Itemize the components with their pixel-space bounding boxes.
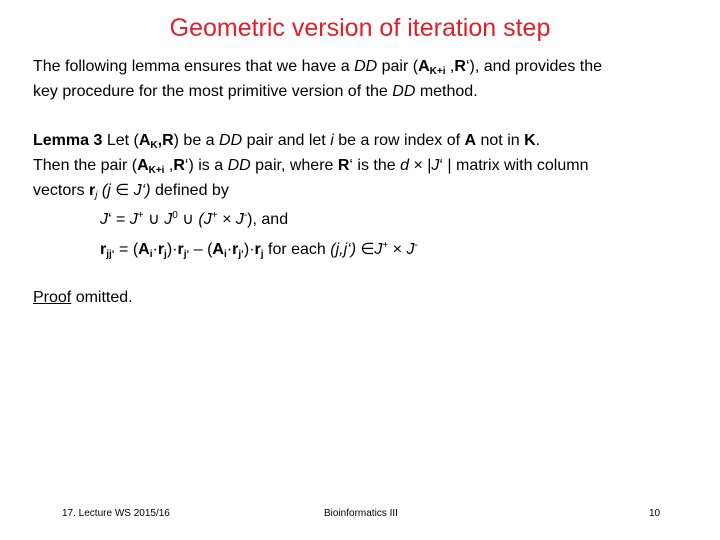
intro-text: key procedure for the most primitive version of the — [33, 83, 393, 100]
row-index: i — [330, 132, 334, 149]
lemma-text: · — [152, 241, 158, 258]
intro-dd: DD — [392, 83, 416, 100]
sup-minus: - — [243, 210, 248, 221]
matrix-r: R — [162, 132, 174, 149]
intro-text: The following lemma ensures that we have a — [33, 58, 355, 75]
dimension-d: d — [400, 157, 410, 174]
lemma-text: ∪ ( — [177, 211, 204, 228]
lemma-text: ∈ — [356, 241, 375, 258]
lemma-text: ‘ is the — [349, 157, 401, 174]
lemma-text: for each — [263, 241, 331, 258]
vector-r-sub: j — [95, 190, 98, 201]
intro-dd: DD — [354, 58, 378, 75]
lemma-text: · — [226, 241, 233, 258]
set-k: K — [524, 132, 536, 149]
matrix-r: R — [337, 157, 350, 174]
lemma-dd: DD — [227, 157, 251, 174]
sup-plus: + — [211, 210, 218, 221]
lemma-text: )· — [243, 241, 255, 258]
matrix-a-sub: i — [223, 249, 227, 260]
intro-text: pair ( — [377, 58, 419, 75]
set-j: J — [203, 211, 212, 228]
sup-plus: + — [137, 210, 144, 221]
lemma-text: . — [535, 132, 541, 149]
lemma-text: = ( — [114, 241, 139, 258]
lemma-text: ), and — [247, 211, 289, 228]
lemma-text: × — [388, 241, 407, 258]
lemma-text: , — [157, 132, 163, 149]
matrix-a: A — [418, 58, 430, 75]
proof-label: Proof — [33, 289, 72, 306]
sup-zero: 0 — [172, 210, 178, 221]
lemma-text: ‘ | matrix with column — [439, 157, 589, 174]
lemma-heading: Lemma 3 — [33, 132, 103, 149]
matrix-a-sub: K+i — [148, 165, 165, 176]
set-j: J — [100, 211, 108, 228]
lemma-text: ‘) is a — [184, 157, 228, 174]
intro-line-2 — [33, 82, 478, 102]
matrix-r: R — [173, 157, 185, 174]
lemma-text: Then the pair ( — [33, 157, 138, 174]
intro-text: method. — [415, 83, 478, 100]
lemma-line-5 — [100, 236, 418, 265]
matrix-a: A — [464, 132, 477, 149]
set-j: J — [431, 157, 440, 174]
lemma-text: , — [164, 157, 174, 174]
vector-r: r — [157, 241, 165, 258]
footer-course: Bioinformatics III — [324, 508, 398, 519]
sup-minus: - — [414, 240, 418, 251]
matrix-a-sub: i — [149, 249, 153, 260]
lemma-text: be a row index of — [333, 132, 465, 149]
lemma-line-3 — [33, 181, 229, 206]
slide-title: Geometric version of iteration step — [169, 14, 551, 42]
vector-r-sub: jj‘ — [106, 249, 115, 260]
footer-page-number: 10 — [649, 508, 661, 519]
lemma-text: ∪ — [143, 211, 165, 228]
vector-r: r — [89, 182, 96, 199]
matrix-r: R — [454, 58, 466, 75]
lemma-text: pair, where — [250, 157, 338, 174]
lemma-text: not in — [476, 132, 525, 149]
matrix-a: A — [138, 241, 150, 258]
set-j: J — [374, 241, 383, 258]
lemma-text: )· — [166, 241, 178, 258]
sup-plus: + — [382, 240, 389, 251]
vector-r: r — [177, 241, 184, 258]
lemma-line-4 — [100, 206, 288, 230]
matrix-a-sub: K — [150, 140, 158, 151]
matrix-a: A — [138, 132, 151, 149]
lemma-dd: DD — [219, 132, 243, 149]
vector-r-sub: j — [260, 249, 264, 260]
matrix-a: A — [212, 241, 224, 258]
lemma-text: Let ( — [102, 132, 139, 149]
lemma-text: – ( — [189, 241, 213, 258]
vector-r-sub: j‘ — [183, 249, 190, 260]
vector-r: r — [232, 241, 239, 258]
lemma-text: ‘ = — [108, 211, 130, 228]
vector-r: r — [100, 241, 107, 258]
lemma-text: vectors — [33, 182, 90, 199]
intro-text: ‘), and provides the — [465, 58, 603, 75]
set-j: J — [235, 211, 244, 228]
footer-lecture: 17. Lecture WS 2015/16 — [62, 508, 170, 519]
vector-r-sub: j — [164, 249, 167, 260]
intro-line-1 — [33, 57, 602, 82]
set-j: J — [406, 241, 415, 258]
matrix-a-sub: K+i — [429, 66, 446, 77]
lemma-text: pair and let — [242, 132, 331, 149]
set-j: J — [129, 211, 138, 228]
matrix-a: A — [137, 157, 149, 174]
proof-text: omitted. — [71, 289, 133, 306]
index-pair: (j,j‘) — [330, 241, 357, 258]
lemma-text: × | — [409, 157, 432, 174]
lemma-text: defined by — [150, 182, 229, 199]
lemma-text: ) be a — [173, 132, 220, 149]
set-j: J — [164, 211, 173, 228]
lemma-line-2 — [33, 156, 588, 181]
lemma-text: (j ∈ J‘) — [97, 182, 151, 199]
proof-line — [33, 288, 133, 308]
lemma-text: × — [217, 211, 236, 228]
intro-text: , — [445, 58, 455, 75]
lemma-line-1 — [33, 131, 540, 156]
vector-r: r — [254, 241, 261, 258]
vector-r-sub: j‘ — [238, 249, 244, 260]
